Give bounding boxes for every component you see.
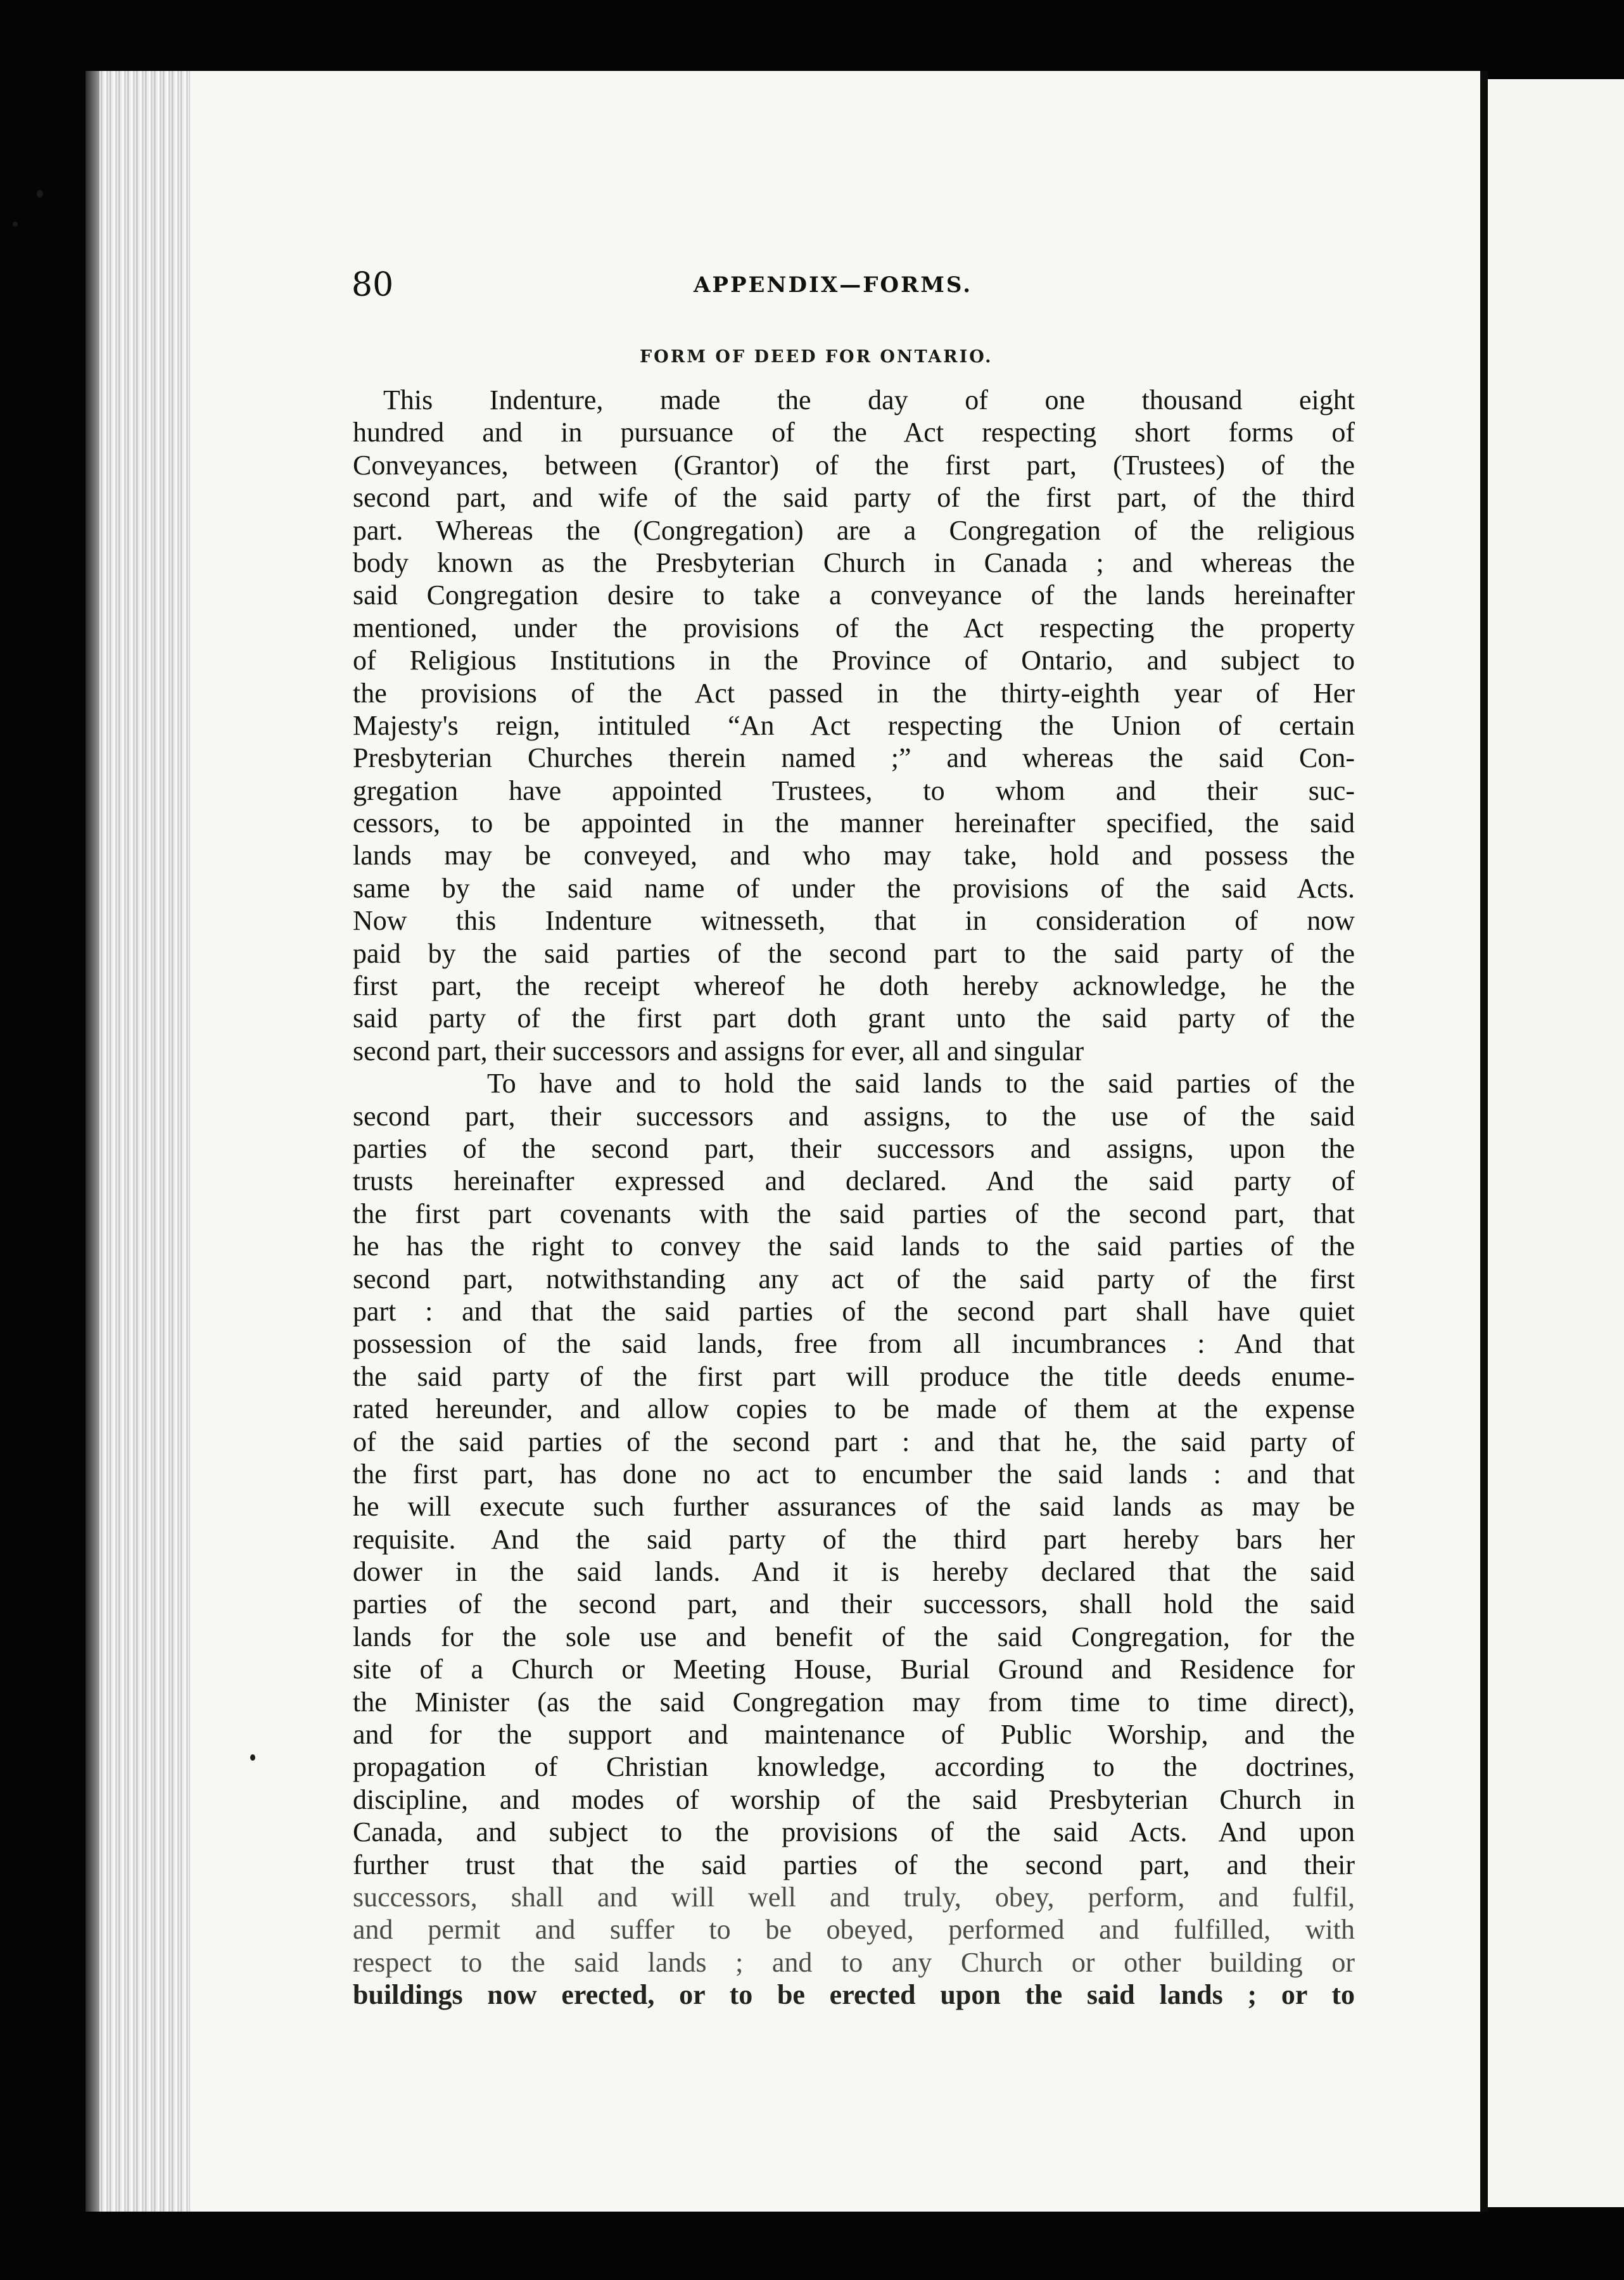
text-line: the first part, has done no act to encumber the said lands : and that xyxy=(353,1458,1355,1490)
text-line: further trust that the said parties of the second part, and their xyxy=(353,1849,1355,1880)
text-line: body known as the Presbyterian Church in Canada ; and whereas the xyxy=(353,547,1355,578)
text-line: Now this Indenture witnesseth, that in consideration of now xyxy=(353,905,1355,937)
text-line: second part, their successors and assigns for ever, all and singular xyxy=(353,1035,1084,1067)
text-line: of the said parties of the second part : and that he, the said party of xyxy=(353,1426,1355,1457)
text-line: mentioned, under the provisions of the Act respecting the property xyxy=(353,612,1355,643)
text-line: cessors, to be appointed in the manner hereinafter specified, the said xyxy=(353,808,1355,839)
page-number: 80 xyxy=(352,266,394,304)
section-title: FORM OF DEED FOR ONTARIO. xyxy=(640,347,993,367)
text-line: said Congregation desire to take a conveyance of the lands hereinafter xyxy=(353,580,1355,611)
body-text xyxy=(353,384,1355,2011)
text-line: Conveyances, between (Grantor) of the first part, (Trustees) of the xyxy=(353,449,1355,481)
text-line: same by the said name of under the provisions of the said Acts. xyxy=(353,872,1355,904)
book-leaves xyxy=(86,71,193,2212)
text-line: requisite. And the said party of the third part hereby bars her xyxy=(353,1523,1355,1555)
text-line: second part, notwithstanding any act of the said party of the first xyxy=(353,1263,1355,1295)
text-line: second part, and wife of the said party of the first part, of the third xyxy=(353,482,1355,514)
text-line: the Minister (as the said Congregation may from time to time direct), xyxy=(353,1686,1355,1718)
speck xyxy=(250,1754,255,1761)
text-line: the said party of the first part will produce the title deeds enume- xyxy=(353,1360,1355,1392)
text-line: lands may be conveyed, and who may take, hold and possess the xyxy=(353,840,1355,871)
gutter xyxy=(1480,71,1488,2212)
text-line: successors, shall and will well and truly, obey, perform, and fulfil, xyxy=(353,1881,1355,1913)
running-head: APPENDIX—FORMS. xyxy=(694,272,973,298)
text-line: he has the right to convey the said lands to the said parties of the xyxy=(353,1231,1355,1262)
text-line: gregation have appointed Trustees, to whom and their suc- xyxy=(353,775,1355,806)
text-line: possession of the said lands, free from all incumbrances : And that xyxy=(353,1328,1355,1360)
text-line: part. Whereas the (Congregation) are a Congregation of the religious xyxy=(353,514,1355,546)
text-line: discipline, and modes of worship of the said Presbyterian Church in xyxy=(353,1783,1355,1815)
text-line: Presbyterian Churches therein named ;” and whereas the said Con- xyxy=(353,742,1355,774)
text-line: trusts hereinafter expressed and declared. And the said party of xyxy=(353,1165,1355,1197)
text-line: of Religious Institutions in the Province of Ontario, and subject to xyxy=(353,645,1355,676)
text-line: Canada, and subject to the provisions of the said Acts. And upon xyxy=(353,1816,1355,1848)
header xyxy=(352,266,1352,317)
text-line: hundred and in pursuance of the Act respecting short forms of xyxy=(353,417,1355,448)
text-line: This Indenture, made the day of one thousand eight xyxy=(383,384,1355,415)
text-line: To have and to hold the said lands to the said parties of the xyxy=(487,1068,1355,1099)
text-line: dower in the said lands. And it is hereby declared that the said xyxy=(353,1556,1355,1588)
text-line: respect to the said lands ; and to any Church or other building or xyxy=(353,1946,1355,1978)
speck xyxy=(37,190,43,198)
text-line: lands for the sole use and benefit of the said Congregation, for the xyxy=(353,1621,1355,1652)
text-line: the provisions of the Act passed in the thirty-eighth year of Her xyxy=(353,677,1355,709)
text-line: paid by the said parties of the second part to the said party of the xyxy=(353,937,1355,969)
speck xyxy=(13,222,18,227)
text-line: Majesty's reign, intituled “An Act respecting the Union of certain xyxy=(353,709,1355,741)
text-line: first part, the receipt whereof he doth hereby acknowledge, he the xyxy=(353,970,1355,1002)
text-line: the first part covenants with the said parties of the second part, that xyxy=(353,1198,1355,1229)
text-line: and permit and suffer to be obeyed, performed and fulfilled, with xyxy=(353,1914,1355,1946)
text-line: he will execute such further assurances of the said lands as may be xyxy=(353,1491,1355,1523)
text-line: propagation of Christian knowledge, according to the doctrines, xyxy=(353,1751,1355,1783)
text-line: buildings now erected, or to be erected upon the said lands ; or to xyxy=(353,1979,1355,2011)
text-line: second part, their successors and assigns, to the use of the said xyxy=(353,1100,1355,1132)
text-line: part : and that the said parties of the second part shall have quiet xyxy=(353,1295,1355,1327)
text-line: parties of the second part, and their successors, shall hold the said xyxy=(353,1588,1355,1620)
text-line: said party of the first part doth grant unto the said party of the xyxy=(353,1003,1355,1034)
facing-page xyxy=(1488,79,1624,2207)
text-line: rated hereunder, and allow copies to be made of them at the expense xyxy=(353,1393,1355,1425)
leaves-shadow xyxy=(86,71,99,2212)
text-line: and for the support and maintenance of Public Worship, and the xyxy=(353,1719,1355,1751)
text-line: parties of the second part, their successors and assigns, upon the xyxy=(353,1132,1355,1164)
text-line: site of a Church or Meeting House, Burial Ground and Residence for xyxy=(353,1654,1355,1685)
